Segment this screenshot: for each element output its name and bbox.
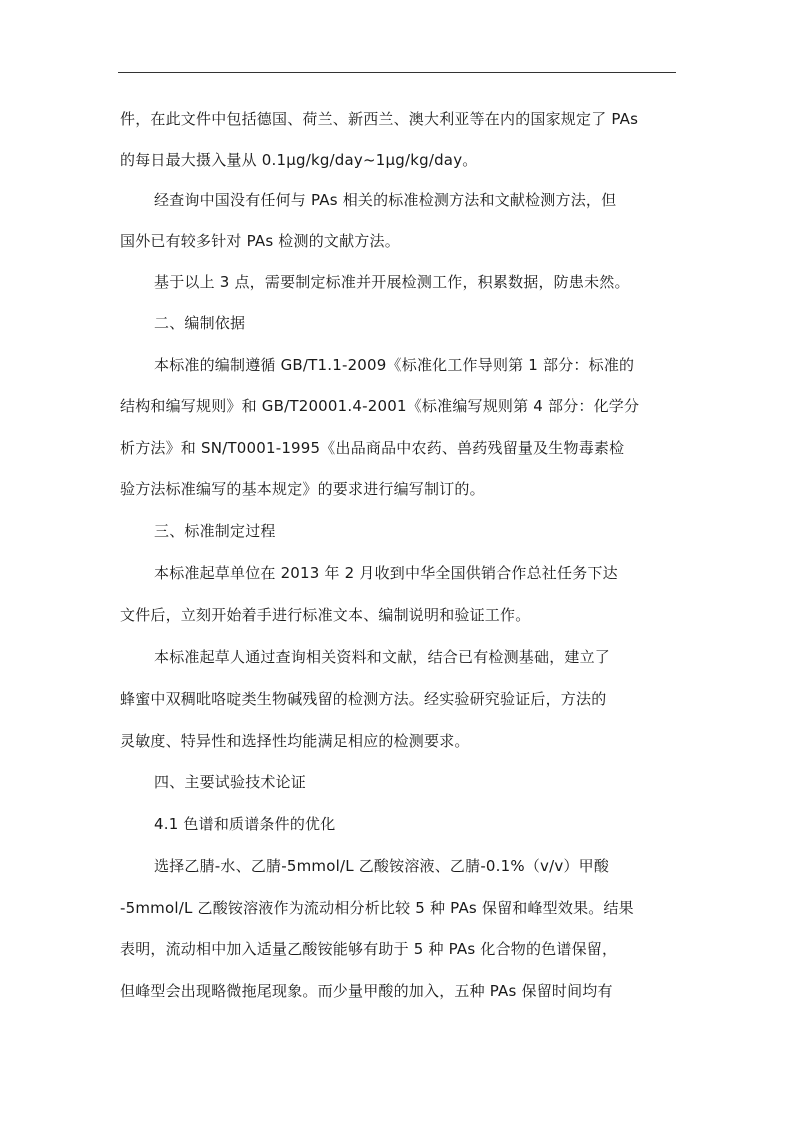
text-line: 但峰型会出现略微拖尾现象。而少量甲酸的加入，五种 PAs 保留时间均有 [120, 982, 613, 1000]
text-line: 基于以上 3 点，需要制定标准并开展检测工作，积累数据，防患未然。 [154, 273, 630, 291]
section-heading: 四、主要试验技术论证 [154, 773, 307, 791]
section-heading: 三、标准制定过程 [154, 522, 276, 540]
text-line: 本标准的编制遵循 GB/T1.1-2009《标准化工作导则第 1 部分：标准的 [154, 356, 635, 374]
header-rule [118, 72, 676, 73]
text-line: 文件后，立刻开始着手进行标准文本、编制说明和验证工作。 [120, 606, 531, 624]
text-line: -5mmol/L 乙酸铵溶液作为流动相分析比较 5 种 PAs 保留和峰型效果。结果 [120, 899, 634, 917]
text-line: 本标准起草单位在 2013 年 2 月收到中华全国供销合作总社任务下达 [154, 564, 618, 582]
text-line: 本标准起草人通过查询相关资料和文献，结合已有检测基础，建立了 [154, 648, 611, 666]
text-line: 选择乙腈-水、乙腈-5mmol/L 乙酸铵溶液、乙腈-0.1%（v/v）甲酸 [154, 857, 610, 875]
text-line: 国外已有较多针对 PAs 检测的文献方法。 [120, 232, 400, 250]
text-line: 经查询中国没有任何与 PAs 相关的标准检测方法和文献检测方法，但 [154, 191, 617, 209]
text-line: 结构和编写规则》和 GB/T20001.4-2001《标准编写规则第 4 部分：化学分 [120, 397, 640, 415]
subsection-heading: 4.1 色谱和质谱条件的优化 [154, 815, 336, 833]
section-heading: 二、编制依据 [154, 314, 246, 332]
text-line: 蜂蜜中双稠吡咯啶类生物碱残留的检测方法。经实验研究验证后，方法的 [120, 690, 607, 708]
text-line: 件，在此文件中包括德国、荷兰、新西兰、澳大利亚等在内的国家规定了 PAs [120, 110, 639, 128]
text-line: 灵敏度、特异性和选择性均能满足相应的检测要求。 [120, 732, 470, 750]
text-line: 析方法》和 SN/T0001-1995《出品商品中农药、兽药残留量及生物毒素检 [120, 439, 625, 457]
text-line: 验方法标准编写的基本规定》的要求进行编写制订的。 [120, 480, 485, 498]
text-line: 的每日最大摄入量从 0.1μg/kg/day~1μg/kg/day。 [120, 151, 478, 169]
text-line: 表明，流动相中加入适量乙酸铵能够有助于 5 种 PAs 化合物的色谱保留， [120, 940, 618, 958]
